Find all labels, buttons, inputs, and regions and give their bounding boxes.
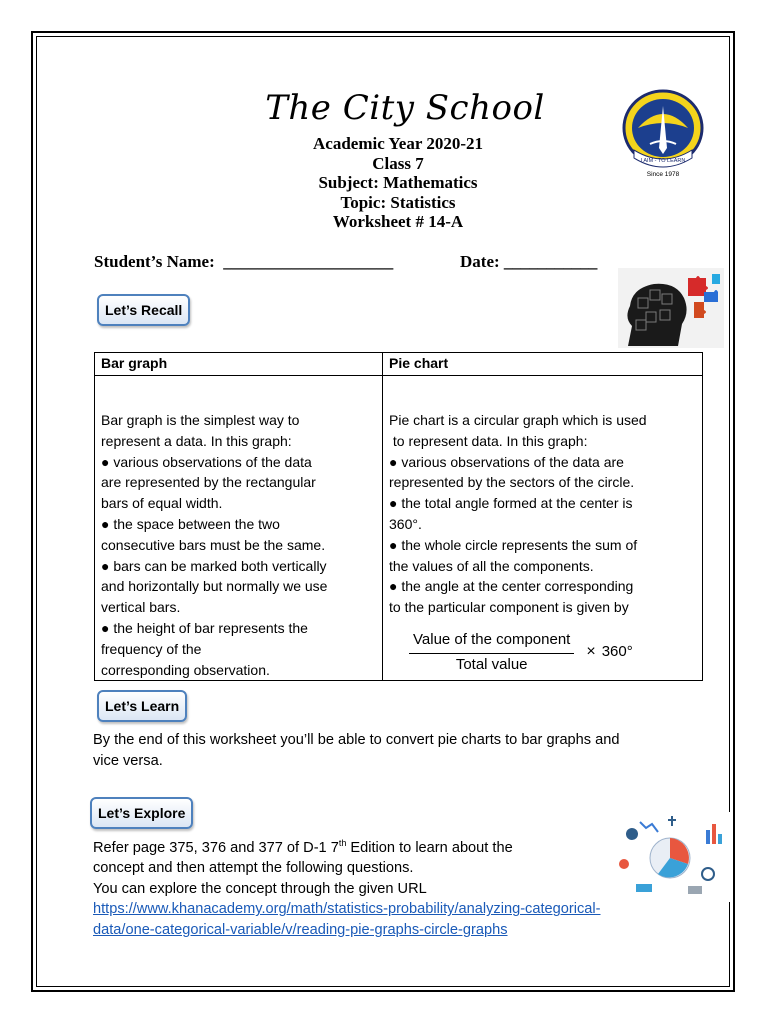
bar-line: bars of equal width. — [101, 495, 223, 512]
student-name-blank[interactable]: ______________ — [223, 252, 343, 271]
lets-recall-tag: Let’s Recall — [97, 294, 190, 326]
formula-numerator: Value of the component — [409, 630, 574, 654]
bar-line: ● the height of bar represents the — [101, 619, 308, 636]
bar-line: Bar graph is the simplest way to — [101, 412, 300, 428]
student-name-row — [94, 252, 393, 272]
explore-line: You can explore the concept through the given URL — [93, 880, 427, 897]
table-header-row — [95, 353, 703, 376]
bar-line: frequency of the — [101, 640, 202, 657]
worksheet-header — [250, 134, 546, 232]
lets-explore-tag: Let’s Explore — [90, 797, 193, 829]
date-row — [460, 252, 597, 272]
date-label: Date: — [460, 252, 500, 271]
logo-since: Since 1978 — [646, 171, 680, 178]
pie-line: Pie chart is a circular graph which is used — [389, 412, 647, 428]
khan-academy-link-line1[interactable]: https://www.khanacademy.org/math/statistics-probability/analyzing-categorical- — [93, 901, 601, 918]
pie-line: the values of all the components. — [389, 557, 594, 574]
explore-line-1b: Edition to learn about the — [346, 839, 513, 856]
bar-line: consecutive bars must be the same. — [101, 536, 326, 553]
analytics-icons-image — [610, 812, 730, 902]
pie-line: ● the total angle formed at the center is — [389, 495, 633, 512]
explore-paragraph — [93, 833, 601, 940]
formula-fraction — [409, 630, 574, 676]
table-row — [95, 376, 703, 681]
pie-line: to represent data. In this graph: — [389, 432, 588, 449]
academic-year: Academic Year 2020-21 — [313, 134, 483, 153]
formula-denominator: Total value — [455, 655, 528, 673]
logo-motto: I AIM - TO LEARN — [640, 158, 686, 164]
bar-line: are represented by the rectangular — [101, 474, 316, 491]
bar-line: corresponding observation. — [101, 661, 270, 678]
student-name-blank-2[interactable]: ______ — [342, 252, 394, 271]
bar-line: and horizontally but normally we use — [101, 578, 328, 595]
bar-graph-cell — [95, 376, 383, 681]
learn-line: By the end of this worksheet you’ll be able to convert pie charts to bar graphs and — [93, 732, 620, 748]
worksheet-number: Worksheet # 14-A — [332, 212, 464, 231]
bar-line: ● the space between the two — [101, 515, 280, 532]
bar-line: vertical bars. — [101, 599, 181, 616]
bar-line: ● bars can be marked both vertically — [101, 557, 327, 574]
subject-label: Subject: Mathematics — [318, 173, 478, 192]
pie-line: to the particular component is given by — [389, 599, 629, 616]
topic-label: Topic: Statistics — [340, 192, 456, 212]
puzzle-head-image — [618, 268, 724, 348]
pie-line: ● the whole circle represents the sum of — [389, 536, 638, 553]
pie-line: ● various observations of the data are — [389, 453, 624, 470]
date-blank[interactable]: ___________ — [503, 252, 598, 271]
recall-table — [94, 352, 703, 681]
student-name-label: Student’s Name: — [94, 252, 215, 271]
bar-line: ● various observations of the data — [101, 453, 312, 470]
class-label: Class 7 — [372, 153, 424, 173]
explore-line-1a: Refer page 375, 376 and 377 of D-1 7 — [93, 839, 339, 856]
angle-formula — [409, 630, 696, 676]
pie-line: ● the angle at the center corresponding — [389, 578, 634, 595]
school-title: The City School — [265, 88, 545, 128]
multiply-sign: × — [586, 643, 596, 661]
pie-line: 360°. — [389, 515, 422, 532]
bar-line: represent a data. In this graph: — [101, 432, 292, 449]
learn-line: vice versa. — [93, 752, 163, 769]
learn-paragraph — [93, 730, 620, 771]
khan-academy-link-line2[interactable]: data/one-categorical-variable/v/reading-pie-graphs-circle-graphs — [93, 921, 508, 938]
explore-line-1-sup: th — [338, 838, 347, 848]
explore-line: concept and then attempt the following questions. — [93, 860, 414, 877]
explore-line — [93, 833, 601, 858]
formula-angle: 360° — [601, 643, 633, 661]
pie-chart-header: Pie chart — [383, 353, 703, 376]
bar-graph-header: Bar graph — [95, 353, 383, 376]
school-logo — [620, 88, 706, 180]
pie-chart-cell — [383, 376, 703, 681]
lets-learn-tag: Let’s Learn — [97, 690, 187, 722]
pie-line: represented by the sectors of the circle. — [389, 474, 635, 491]
